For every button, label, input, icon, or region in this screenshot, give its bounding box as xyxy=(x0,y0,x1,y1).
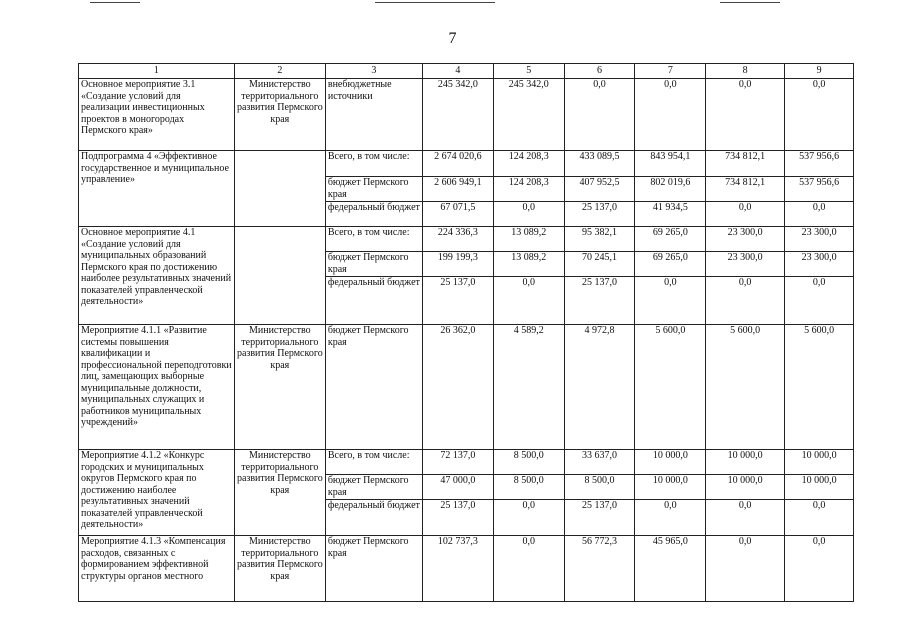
funding-source: Всего, в том числе: xyxy=(325,227,422,252)
column-header: 4 xyxy=(422,64,493,79)
amount-cell: 23 300,0 xyxy=(706,252,785,277)
amount-cell: 25 137,0 xyxy=(564,202,635,227)
amount-cell: 0,0 xyxy=(635,277,706,325)
activity-name: Мероприятие 4.1.2 «Конкурс городских и муниципальных округов Пермского края по достижению наиболее результативных значений показателей управленческой деятельности» xyxy=(79,450,235,536)
amount-cell: 0,0 xyxy=(706,500,785,536)
amount-cell: 10 000,0 xyxy=(706,475,785,500)
amount-cell: 25 137,0 xyxy=(564,500,635,536)
amount-cell: 0,0 xyxy=(785,79,854,151)
scan-edge-mark-mid xyxy=(375,2,495,3)
amount-cell: 72 137,0 xyxy=(422,450,493,475)
funding-source: федеральный бюджет xyxy=(325,500,422,536)
amount-cell: 25 137,0 xyxy=(422,500,493,536)
amount-cell: 8 500,0 xyxy=(493,450,564,475)
budget-table xyxy=(78,63,854,602)
amount-cell: 537 956,6 xyxy=(785,151,854,177)
amount-cell: 47 000,0 xyxy=(422,475,493,500)
amount-cell: 5 600,0 xyxy=(635,325,706,450)
responsible-ministry: Министерство территориального развития Пермского края xyxy=(234,325,325,450)
table-row xyxy=(79,227,854,252)
amount-cell: 10 000,0 xyxy=(785,475,854,500)
amount-cell: 95 382,1 xyxy=(564,227,635,252)
amount-cell: 8 500,0 xyxy=(493,475,564,500)
amount-cell: 802 019,6 xyxy=(635,177,706,202)
funding-source: внебюджетные источники xyxy=(325,79,422,151)
responsible-ministry xyxy=(234,227,325,325)
amount-cell: 5 600,0 xyxy=(706,325,785,450)
amount-cell: 4 589,2 xyxy=(493,325,564,450)
amount-cell: 0,0 xyxy=(635,500,706,536)
amount-cell: 67 071,5 xyxy=(422,202,493,227)
amount-cell: 407 952,5 xyxy=(564,177,635,202)
amount-cell: 13 089,2 xyxy=(493,227,564,252)
amount-cell: 0,0 xyxy=(635,79,706,151)
amount-cell: 70 245,1 xyxy=(564,252,635,277)
amount-cell: 245 342,0 xyxy=(422,79,493,151)
activity-name: Мероприятие 4.1.3 «Компенсация расходов, связанных с формированием эффективной структуры органов местного xyxy=(79,536,235,602)
amount-cell: 25 137,0 xyxy=(564,277,635,325)
amount-cell: 537 956,6 xyxy=(785,177,854,202)
column-header: 5 xyxy=(493,64,564,79)
amount-cell: 23 300,0 xyxy=(706,227,785,252)
amount-cell: 0,0 xyxy=(493,536,564,602)
amount-cell: 10 000,0 xyxy=(635,450,706,475)
amount-cell: 245 342,0 xyxy=(493,79,564,151)
amount-cell: 26 362,0 xyxy=(422,325,493,450)
amount-cell: 45 965,0 xyxy=(635,536,706,602)
amount-cell: 23 300,0 xyxy=(785,252,854,277)
amount-cell: 734 812,1 xyxy=(706,177,785,202)
column-number-row xyxy=(79,64,854,79)
amount-cell: 124 208,3 xyxy=(493,151,564,177)
amount-cell: 124 208,3 xyxy=(493,177,564,202)
amount-cell: 2 674 020,6 xyxy=(422,151,493,177)
amount-cell: 8 500,0 xyxy=(564,475,635,500)
scan-edge-mark-left xyxy=(90,2,140,3)
amount-cell: 199 199,3 xyxy=(422,252,493,277)
column-header: 3 xyxy=(325,64,422,79)
amount-cell: 69 265,0 xyxy=(635,227,706,252)
responsible-ministry: Министерство территориального развития Пермского края xyxy=(234,536,325,602)
amount-cell: 433 089,5 xyxy=(564,151,635,177)
amount-cell: 0,0 xyxy=(706,202,785,227)
amount-cell: 0,0 xyxy=(493,277,564,325)
amount-cell: 102 737,3 xyxy=(422,536,493,602)
page-number: 7 xyxy=(448,30,457,47)
table-row xyxy=(79,151,854,177)
column-header: 6 xyxy=(564,64,635,79)
amount-cell: 0,0 xyxy=(706,536,785,602)
amount-cell: 0,0 xyxy=(706,277,785,325)
funding-source: бюджет Пермского края xyxy=(325,475,422,500)
activity-name: Подпрограмма 4 «Эффективное государственное и муниципальное управление» xyxy=(79,151,235,227)
responsible-ministry xyxy=(234,151,325,227)
funding-source: федеральный бюджет xyxy=(325,277,422,325)
activity-name: Основное мероприятие 3.1 «Создание условий для реализации инвестиционных проектов в моногородах Пермского края» xyxy=(79,79,235,151)
amount-cell: 10 000,0 xyxy=(706,450,785,475)
amount-cell: 25 137,0 xyxy=(422,277,493,325)
amount-cell: 0,0 xyxy=(493,500,564,536)
amount-cell: 843 954,1 xyxy=(635,151,706,177)
column-header: 8 xyxy=(706,64,785,79)
amount-cell: 0,0 xyxy=(564,79,635,151)
amount-cell: 13 089,2 xyxy=(493,252,564,277)
amount-cell: 2 606 949,1 xyxy=(422,177,493,202)
amount-cell: 0,0 xyxy=(785,500,854,536)
funding-source: федеральный бюджет xyxy=(325,202,422,227)
amount-cell: 0,0 xyxy=(785,202,854,227)
amount-cell: 224 336,3 xyxy=(422,227,493,252)
amount-cell: 0,0 xyxy=(706,79,785,151)
funding-source: бюджет Пермского края xyxy=(325,177,422,202)
funding-source: бюджет Пермского края xyxy=(325,252,422,277)
funding-source: бюджет Пермского края xyxy=(325,325,422,450)
amount-cell: 23 300,0 xyxy=(785,227,854,252)
column-header: 9 xyxy=(785,64,854,79)
table-row xyxy=(79,325,854,450)
amount-cell: 0,0 xyxy=(493,202,564,227)
amount-cell: 56 772,3 xyxy=(564,536,635,602)
funding-source: бюджет Пермского края xyxy=(325,536,422,602)
amount-cell: 4 972,8 xyxy=(564,325,635,450)
column-header: 7 xyxy=(635,64,706,79)
activity-name: Основное мероприятие 4.1 «Создание условий для муниципальных образований Пермского края по достижению наиболее результативных значений показателей управленческой деятельности» xyxy=(79,227,235,325)
responsible-ministry: Министерство территориального развития Пермского края xyxy=(234,450,325,536)
responsible-ministry: Министерство территориального развития Пермского края xyxy=(234,79,325,151)
amount-cell: 41 934,5 xyxy=(635,202,706,227)
funding-source: Всего, в том числе: xyxy=(325,151,422,177)
funding-source: Всего, в том числе: xyxy=(325,450,422,475)
table-row xyxy=(79,536,854,602)
table-row xyxy=(79,450,854,475)
table-row xyxy=(79,79,854,151)
amount-cell: 33 637,0 xyxy=(564,450,635,475)
activity-name: Мероприятие 4.1.1 «Развитие системы повышения квалификации и профессиональной переподготовки лиц, замещающих выборные муниципальные должности, муниципальных служащих и работников муниципальных учреждений» xyxy=(79,325,235,450)
amount-cell: 69 265,0 xyxy=(635,252,706,277)
scan-edge-mark-right xyxy=(720,2,780,3)
amount-cell: 0,0 xyxy=(785,536,854,602)
column-header: 2 xyxy=(234,64,325,79)
amount-cell: 0,0 xyxy=(785,277,854,325)
amount-cell: 5 600,0 xyxy=(785,325,854,450)
amount-cell: 10 000,0 xyxy=(785,450,854,475)
amount-cell: 734 812,1 xyxy=(706,151,785,177)
amount-cell: 10 000,0 xyxy=(635,475,706,500)
column-header: 1 xyxy=(79,64,235,79)
